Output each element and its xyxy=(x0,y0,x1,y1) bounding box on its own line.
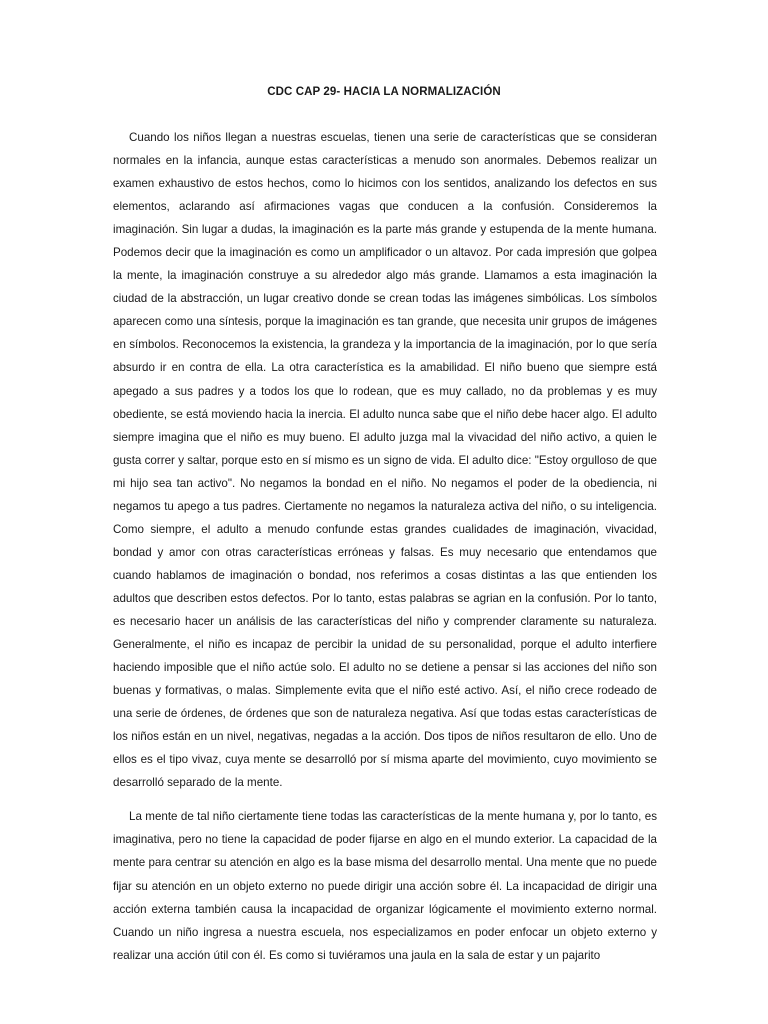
document-body xyxy=(113,126,657,967)
paragraph-2: La mente de tal niño ciertamente tiene todas las características de la mente humana y, por lo tanto, es imaginativa, pero no tiene la capacidad de poder fijarse en algo en el mundo exterior. La capacidad de la mente para centrar su atención en algo es la base misma del desarrollo mental. Una mente que no puede fijar su atención en un objeto externo no puede dirigir una acción sobre él. La incapacidad de dirigir una acción externa también causa la incapacidad de organizar lógicamente el movimiento externo normal. Cuando un niño ingresa a nuestra escuela, nos especializamos en poder enfocar un objeto externo y realizar una acción útil con él. Es como si tuviéramos una jaula en la sala de estar y un pajarito xyxy=(113,810,657,962)
document-title: CDC CAP 29- HACIA LA NORMALIZACIÓN xyxy=(267,86,501,98)
paragraph-1: Cuando los niños llegan a nuestras escuelas, tienen una serie de características que se consideran normales en la infancia, aunque estas características a menudo son anormales. Debemos realizar un examen exhaustivo de estos hechos, como lo hicimos con los sentidos, analizando los defectos en sus elementos, aclarando así afirmaciones vagas que conducen a la confusión. Consideremos la imaginación. Sin lugar a dudas, la imaginación es la parte más grande y estupenda de la mente humana. Podemos decir que la imaginación es como un amplificador o un altavoz. Por cada impresión que golpea la mente, la imaginación construye a su alrededor algo más grande. Llamamos a esta imaginación la ciudad de la abstracción, un lugar creativo donde se crean todas las imágenes simbólicas. Los símbolos aparecen como una síntesis, porque la imaginación es tan grande, que necesita unir grupos de imágenes en símbolos. Reconocemos la existencia, la grandeza y la importancia de la imaginación, por lo que sería absurdo ir en contra de ella. La otra característica es la amabilidad. El niño bueno que siempre está apegado a sus padres y a todos los que lo rodean, que es muy callado, no da problemas y es muy obediente, se está moviendo hacia la inercia. El adulto nunca sabe que el niño debe hacer algo. El adulto siempre imagina que el niño es muy bueno. El adulto juzga mal la vivacidad del niño activo, a quien le gusta correr y saltar, porque esto en sí mismo es un signo de vida. El adulto dice: "Estoy orgulloso de que mi hijo sea tan activo". No negamos la bondad en el niño. No negamos el poder de la obediencia, ni negamos tu apego a tus padres. Ciertamente no negamos la naturaleza activa del niño, o su inteligencia. Como siempre, el adulto a menudo confunde estas grandes cualidades de imaginación, vivacidad, bondad y amor con otras características erróneas y falsas. Es muy necesario que entendamos que cuando hablamos de imaginación o bondad, nos referimos a cosas distintas a las que entienden los adultos que describen estos defectos. Por lo tanto, estas palabras se agrian en la confusión. Por lo tanto, es necesario hacer un análisis de las características del niño y comprender claramente su naturaleza. Generalmente, el niño es incapaz de percibir la unidad de su personalidad, porque el adulto interfiere haciendo imposible que el niño actúe solo. El adulto no se detiene a pensar si las acciones del niño son buenas y formativas, o malas. Simplemente evita que el niño esté activo. Así, el niño crece rodeado de una serie de órdenes, de órdenes que son de naturaleza negativa. Así que todas estas características de los niños están en un nivel, negativas, negadas a la acción. Dos tipos de niños resultaron de ello. Uno de ellos es el tipo vivaz, cuya mente se desarrolló por sí misma aparte del movimiento, cuyo movimiento se desarrolló separado de la mente. xyxy=(113,131,657,790)
